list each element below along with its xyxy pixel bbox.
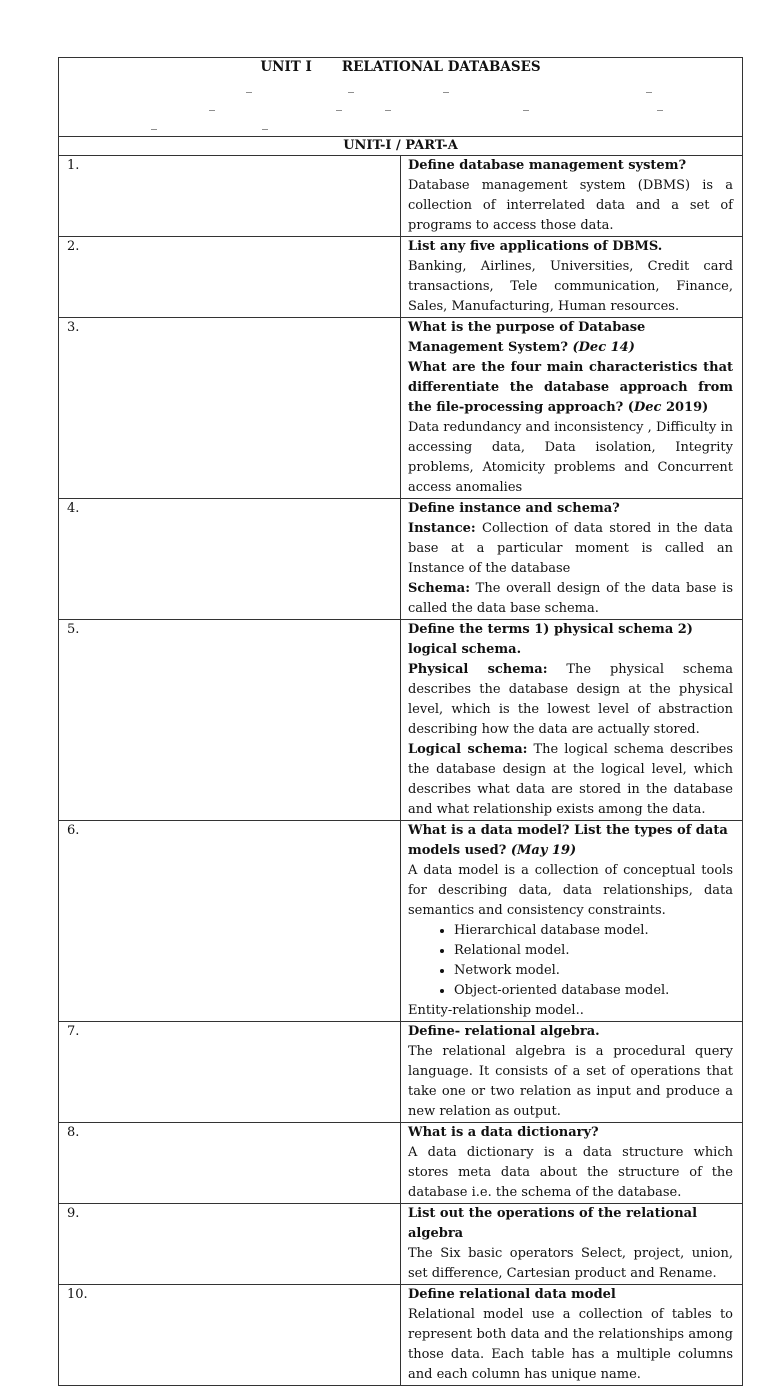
question-number: 9. bbox=[59, 1204, 401, 1285]
question-text: What is a data dictionary? bbox=[408, 1125, 599, 1140]
question-number: 2. bbox=[59, 237, 401, 318]
question-row bbox=[59, 1285, 743, 1386]
question-table bbox=[58, 57, 743, 1386]
answer-text: A data dictionary is a data structure which stores meta data about the structure of the database i.e. the schema of the database. bbox=[408, 1145, 733, 1200]
list-item: • Hierarchical database model. bbox=[454, 921, 733, 941]
definition-term: Instance: bbox=[408, 521, 476, 536]
question-text: Define database management system? bbox=[408, 158, 687, 173]
answer-text: Database management system (DBMS) is a collection of interrelated data and a set of programs to access those data. bbox=[408, 178, 733, 233]
list-item: • Relational model. bbox=[454, 941, 733, 961]
question-number: 4. bbox=[59, 499, 401, 620]
question-number: 5. bbox=[59, 620, 401, 821]
blank-dash: _ bbox=[657, 97, 663, 111]
answer-text: The relational algebra is a procedural query language. It consists of a set of operations that take one or two relation as input and produce a new relation as output. bbox=[408, 1044, 733, 1119]
answer-text: Data redundancy and inconsistency , Difficulty in accessing data, Data isolation, Integrity problems, Atomicity problems and Concurrent access anomalies bbox=[408, 420, 733, 495]
definition: Physical schema: The physical schema describes the database design at the physical level, which is the lowest level of abstraction describing how the data are actually stored. bbox=[408, 662, 733, 737]
definition: Logical schema: The logical schema describes the database design at the logical level, which describes what data are stored in the database and what relationship exists among the data. bbox=[408, 742, 733, 817]
blank-dash: _ bbox=[246, 79, 252, 93]
question-row bbox=[59, 1204, 743, 1285]
answer-text: The Six basic operators Select, project, union, set difference, Cartesian product and Rename. bbox=[408, 1246, 733, 1281]
answer-text: Relational model use a collection of tables to represent both data and the relationships among those data. Each table has a multiple columns and each column has unique name. bbox=[408, 1307, 733, 1382]
blank-dash: _ bbox=[262, 116, 268, 130]
question-text: List out the operations of the relational algebra bbox=[408, 1206, 698, 1241]
unit-name: RELATIONAL DATABASES bbox=[341, 59, 541, 75]
model-list bbox=[408, 921, 733, 1001]
list-item: • Network model. bbox=[454, 961, 733, 981]
question-row bbox=[59, 318, 743, 499]
question-number: 8. bbox=[59, 1123, 401, 1204]
definition-term: Logical schema: bbox=[408, 742, 528, 757]
question-text: Define- relational algebra. bbox=[408, 1024, 600, 1039]
unit-header-cell bbox=[59, 58, 743, 137]
blank-dash: _ bbox=[209, 97, 215, 111]
definition: Schema: The overall design of the data base is called the data base schema. bbox=[408, 581, 733, 616]
definition: Instance: Collection of data stored in the data base at a particular moment is called an Instance of the database bbox=[408, 521, 733, 576]
question-number: 10. bbox=[59, 1285, 401, 1386]
part-title: UNIT-I / PART-A bbox=[59, 137, 743, 156]
blank-dash: _ bbox=[646, 79, 652, 93]
blank-dash: _ bbox=[523, 97, 529, 111]
definition-term: Physical schema: bbox=[408, 662, 548, 677]
exam-tag: (May 19) bbox=[510, 843, 577, 858]
definition-term: Schema: bbox=[408, 581, 471, 596]
question-text: What is the purpose of Database Management System? (Dec 14) bbox=[408, 320, 646, 355]
question-number: 7. bbox=[59, 1022, 401, 1123]
question-text: Define instance and schema? bbox=[408, 501, 620, 516]
blank-dash: _ bbox=[151, 116, 157, 130]
blank-dash: _ bbox=[443, 79, 449, 93]
question-row bbox=[59, 156, 743, 237]
question-text: List any five applications of DBMS. bbox=[408, 239, 663, 254]
question-row bbox=[59, 821, 743, 1022]
question-number: 1. bbox=[59, 156, 401, 237]
blank-dash: _ bbox=[385, 97, 391, 111]
question-text: What is a data model? List the types of data models used? (May 19) bbox=[408, 823, 728, 858]
unit-label: UNIT I bbox=[260, 59, 312, 75]
answer-text: Banking, Airlines, Universities, Credit card transactions, Tele communication, Finance, Sales, Manufacturing, Human resources. bbox=[408, 259, 733, 314]
list-item: • Object-oriented database model. bbox=[454, 981, 733, 1001]
question-row bbox=[59, 1123, 743, 1204]
question-text-2: What are the four main characteristics that differentiate the database approach from the file-processing approach? (Dec 2019) bbox=[408, 360, 733, 415]
exam-tag: Dec bbox=[633, 400, 662, 415]
question-row bbox=[59, 499, 743, 620]
question-row bbox=[59, 237, 743, 318]
question-number: 3. bbox=[59, 318, 401, 499]
question-number: 6. bbox=[59, 821, 401, 1022]
blank-dash: _ bbox=[336, 97, 342, 111]
answer-text: Entity-relationship model.. bbox=[408, 1003, 584, 1018]
question-sheet bbox=[58, 57, 743, 1386]
question-text: Define relational data model bbox=[408, 1287, 616, 1302]
exam-tag: (Dec 14) bbox=[572, 340, 635, 355]
question-text: Define the terms 1) physical schema 2) logical schema. bbox=[408, 622, 693, 657]
question-row bbox=[59, 1022, 743, 1123]
unit-title bbox=[59, 58, 742, 76]
blank-dash: _ bbox=[348, 79, 354, 93]
answer-text: A data model is a collection of conceptual tools for describing data, data relationships, data semantics and consistency constraints. bbox=[408, 863, 733, 918]
question-row bbox=[59, 620, 743, 821]
